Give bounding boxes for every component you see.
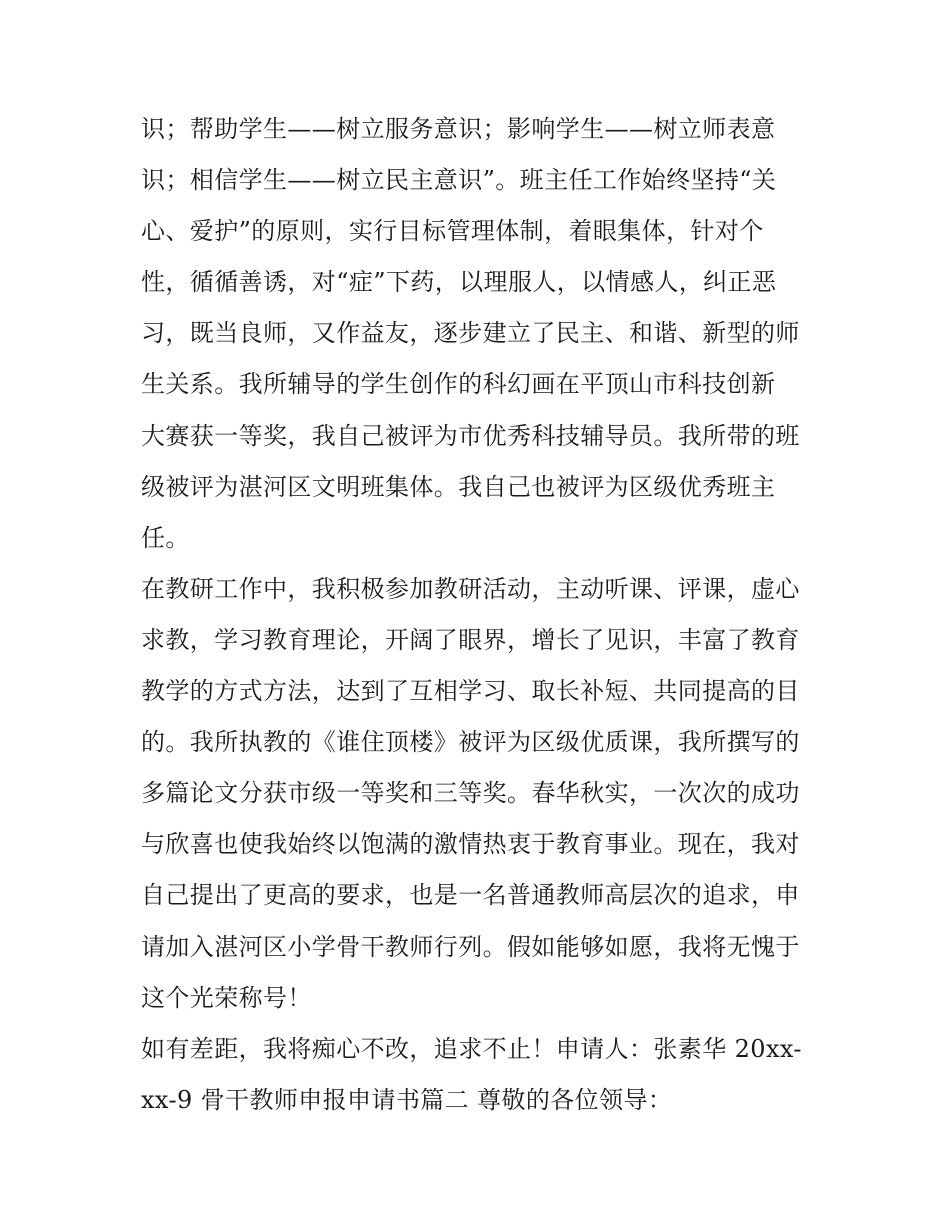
text-line: 性，循循善诱，对“症”下药，以理服人，以情感人，纠正恶	[141, 268, 777, 297]
text-line: 与欣喜也使我始终以饱满的激情热衷于教育事业。现在，我对	[141, 830, 800, 859]
text-line: 教学的方式方法，达到了互相学习、取长补短、共同提高的目	[141, 677, 800, 706]
text-line: 任。	[141, 523, 190, 552]
text-line: 如有差距，我将痴心不改，追求不止！申请人：张素华 20xx-	[141, 1034, 802, 1063]
text-line: 多篇论文分获市级一等奖和三等奖。春华秋实，一次次的成功	[141, 779, 800, 808]
text-line: 级被评为湛河区文明班集体。我自己也被评为区级优秀班主	[141, 472, 776, 501]
text-line: 求教，学习教育理论，开阔了眼界，增长了见识，丰富了教育	[141, 625, 800, 654]
document-body	[141, 104, 821, 1126]
text-line: 心、爱护”的原则，实行目标管理体制，着眼集体，针对个	[141, 217, 764, 246]
text-line: xx-9 骨干教师申报申请书篇二 尊敬的各位领导：	[141, 1085, 673, 1114]
text-line: 识；帮助学生——树立服务意识；影响学生——树立师表意	[141, 115, 776, 143]
text-line: 自己提出了更高的要求，也是一名普通教师高层次的追求，申	[141, 881, 800, 910]
text-line: 请加入湛河区小学骨干教师行列。假如能够如愿，我将无愧于	[141, 932, 800, 961]
text-line: 识；相信学生——树立民主意识”。班主任工作始终坚持“关	[141, 166, 777, 195]
text-line: 大赛获一等奖，我自己被评为市优秀科技辅导员。我所带的班	[141, 421, 800, 450]
text-line: 这个光荣称号！	[141, 983, 312, 1012]
text-line: 习，既当良师，又作益友，逐步建立了民主、和谐、新型的师	[141, 319, 800, 348]
text-line: 生关系。我所辅导的学生创作的科幻画在平顶山市科技创新	[141, 370, 776, 399]
text-line: 的。我所执教的《谁住顶楼》被评为区级优质课，我所撰写的	[141, 728, 800, 757]
text-line: 在教研工作中，我积极参加教研活动，主动听课、评课，虚心	[141, 574, 800, 603]
